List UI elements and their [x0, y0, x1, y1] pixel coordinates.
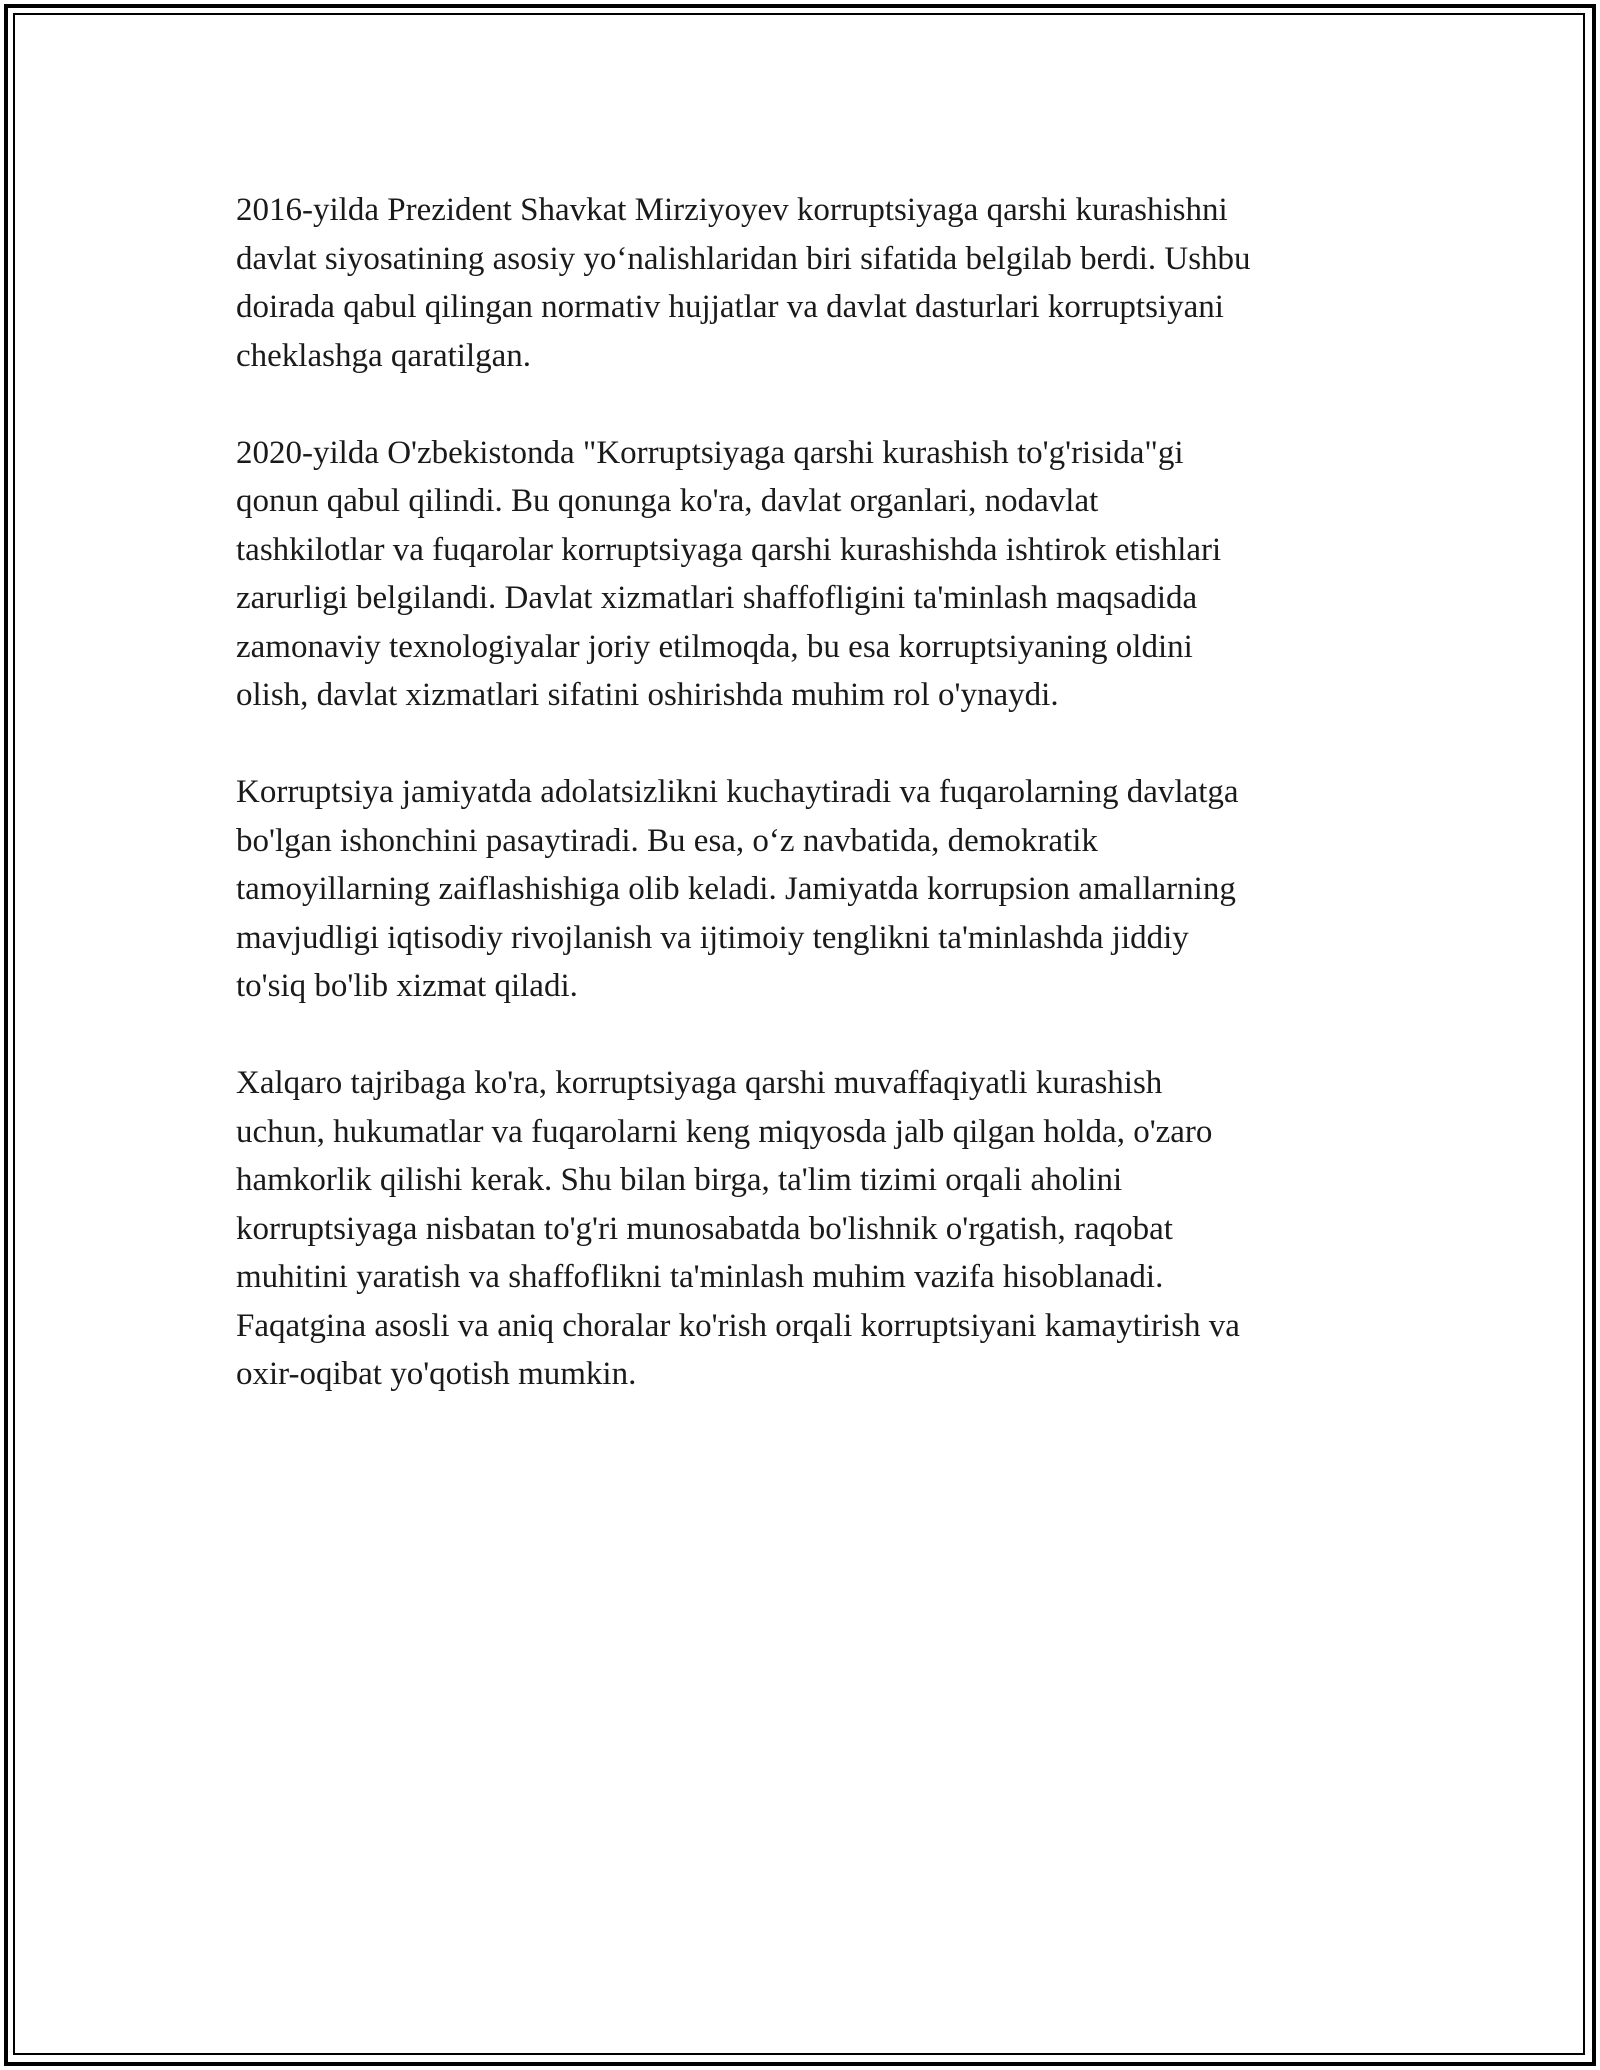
- paragraph-2: [236, 429, 1366, 720]
- paragraph-line: 2020-yilda O'zbekistonda "Korruptsiyaga qarshi kurashish to'g'risida"gi: [236, 434, 1184, 471]
- paragraph-line: korruptsiyaga nisbatan to'g'ri munosabatda bo'lishnik o'rgatish, raqobat: [236, 1210, 1173, 1247]
- paragraph-line: muhitini yaratish va shaffoflikni ta'minlash muhim vazifa hisoblanadi.: [236, 1259, 1164, 1295]
- document-body: [236, 186, 1366, 1447]
- paragraph-line: bo'lgan ishonchini pasaytiradi. Bu esa, o‘z navbatida, demokratik: [236, 822, 1098, 859]
- paragraph-line: Faqatgina asosli va aniq choralar ko'rish orqali korruptsiyani kamaytirish va: [236, 1307, 1240, 1344]
- paragraph-line: hamkorlik qilishi kerak. Shu bilan birga, ta'lim tizimi orqali aholini: [236, 1162, 1123, 1198]
- paragraph-line: zarurligi belgilandi. Davlat xizmatlari shaffofligini ta'minlash maqsadida: [236, 580, 1198, 616]
- paragraph-line: olish, davlat xizmatlari sifatini oshirishda muhim rol o'ynaydi.: [236, 677, 1059, 713]
- paragraph-3: [236, 768, 1366, 1011]
- paragraph-line: Xalqaro tajribaga ko'ra, korruptsiyaga qarshi muvaffaqiyatli kurashish: [236, 1065, 1163, 1101]
- paragraph-line: uchun, hukumatlar va fuqarolarni keng miqyosda jalb qilgan holda, o'zaro: [236, 1113, 1213, 1150]
- paragraph-line: tashkilotlar va fuqarolar korruptsiyaga qarshi kurashishda ishtirok etishlari: [236, 531, 1222, 568]
- paragraph-4: [236, 1059, 1366, 1399]
- paragraph-line: doirada qabul qilingan normativ hujjatlar va davlat dasturlari korruptsiyani: [236, 289, 1224, 325]
- paragraph-line: Korruptsiya jamiyatda adolatsizlikni kuchaytiradi va fuqarolarning davlatga: [236, 774, 1239, 810]
- paragraph-line: oxir-oqibat yo'qotish mumkin.: [236, 1356, 637, 1392]
- paragraph-line: zamonaviy texnologiyalar joriy etilmoqda, bu esa korruptsiyaning oldini: [236, 628, 1193, 665]
- paragraph-line: to'siq bo'lib xizmat qiladi.: [236, 968, 578, 1004]
- paragraph-line: mavjudligi iqtisodiy rivojlanish va ijtimoiy tenglikni ta'minlashda jiddiy: [236, 919, 1189, 956]
- paragraph-line: qonun qabul qilindi. Bu qonunga ko'ra, davlat organlari, nodavlat: [236, 483, 1099, 519]
- paragraph-line: davlat siyosatining asosiy yo‘nalishlaridan biri sifatida belgilab berdi. Ushbu: [236, 240, 1251, 277]
- paragraph-line: 2016-yilda Prezident Shavkat Mirziyoyev korruptsiyaga qarshi kurashishni: [236, 192, 1228, 228]
- paragraph-line: tamoyillarning zaiflashishiga olib keladi. Jamiyatda korrupsion amallarning: [236, 871, 1236, 907]
- paragraph-1: [236, 186, 1366, 380]
- paragraph-line: cheklashga qaratilgan.: [236, 337, 532, 374]
